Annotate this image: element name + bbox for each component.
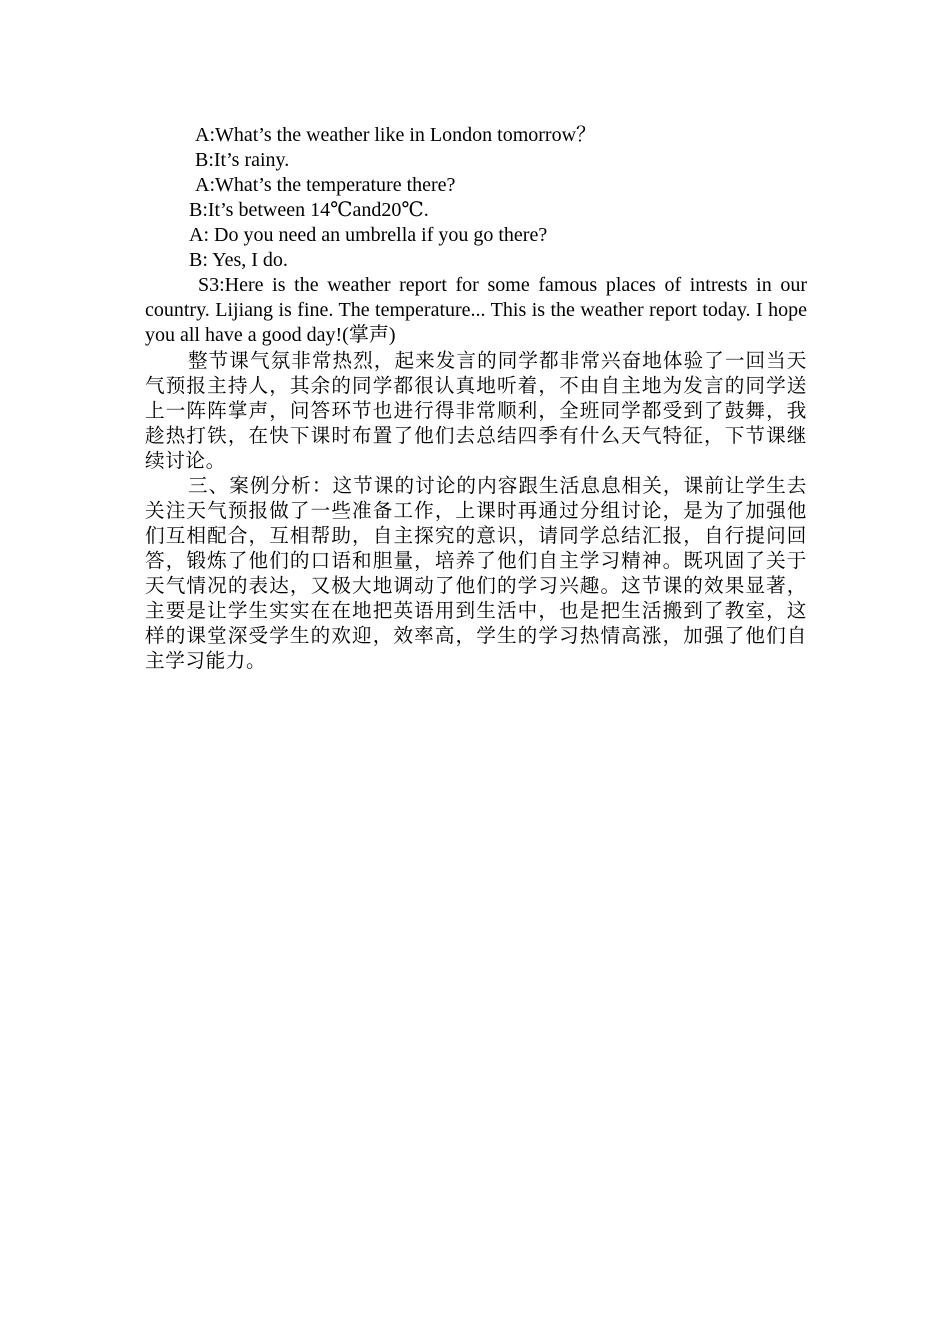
document-body bbox=[145, 123, 807, 673]
dialogue-line-b1: B:It’s rainy. bbox=[195, 149, 290, 171]
dialogue-line-a3: A: Do you need an umbrella if you go there? bbox=[189, 224, 548, 246]
class-atmosphere-paragraph: 整节课气氛非常热烈，起来发言的同学都非常兴奋地体验了一回当天气预报主持人，其余的同学都很认真地听着，不由自主地为发言的同学送上一阵阵掌声，问答环节也进行得非常顺利，全班同学都受到了鼓舞，我趁热打铁，在快下课时布置了他们去总结四季有什么天气特征，下节课继续讨论。 bbox=[145, 349, 807, 472]
dialogue-line-a2: A:What’s the temperature there? bbox=[195, 174, 456, 196]
dialogue-line-b3: B: Yes, I do. bbox=[189, 249, 288, 271]
case-analysis-paragraph: 三、案例分析：这节课的讨论的内容跟生活息息相关，课前让学生去关注天气预报做了一些准备工作，上课时再通过分组讨论，是为了加强他们互相配合，互相帮助，自主探究的意识，请同学总结汇报，自行提问回答，锻炼了他们的口语和胆量，培养了他们自主学习精神。既巩固了关于天气情况的表达，又极大地调动了他们的学习兴趣。这节课的效果显著，主要是让学生实实在在地把英语用到生活中，也是把生活搬到了教室，这样的课堂深受学生的欢迎，效率高，学生的学习热情高涨，加强了他们自主学习能力。 bbox=[145, 474, 807, 672]
s3-weather-report-paragraph: S3:Here is the weather report for some famous places of intrests in our country. Lijiang is fine. The temperature... This is the weather report today. I hope you all have a good day!(掌声) bbox=[145, 274, 807, 346]
dialogue-line-b2: B:It’s between 14℃and20℃. bbox=[189, 199, 429, 221]
dialogue-line-a1: A:What’s the weather like in London tomorrow？ bbox=[195, 124, 597, 146]
